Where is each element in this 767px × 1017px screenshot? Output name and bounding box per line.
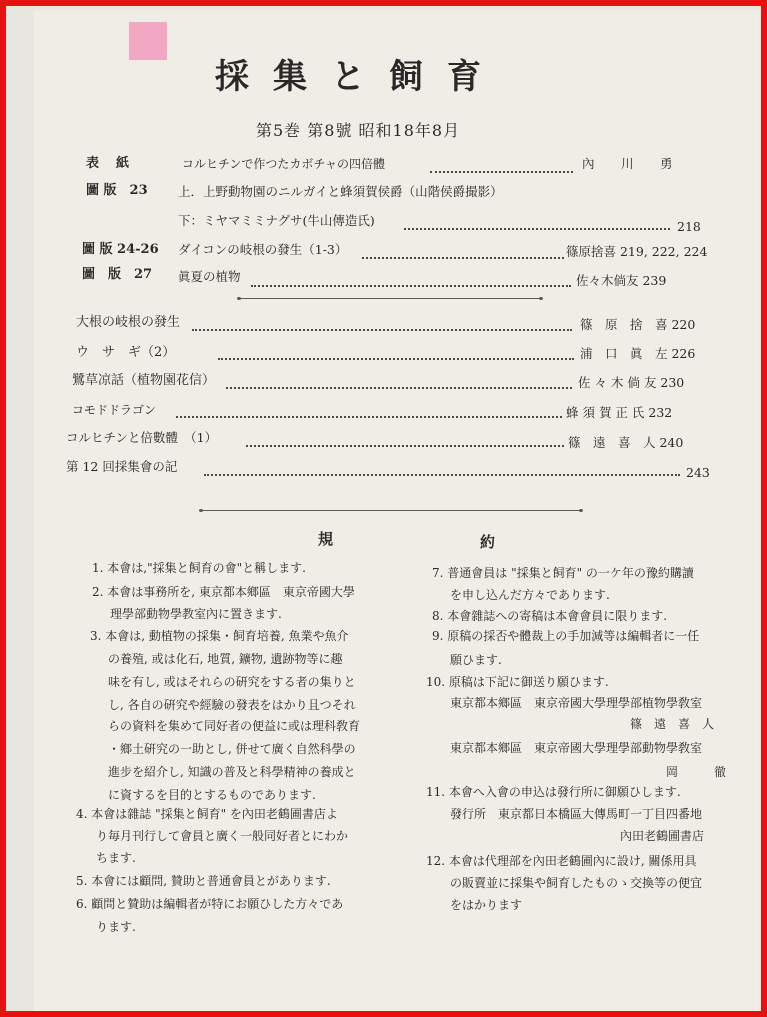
leader-dots: [430, 171, 573, 173]
article-title: コルヒチンと倍數體 （1）: [66, 430, 218, 445]
rule-line: の販賣並に採集や飼育したものゝ交換等の便宜: [450, 876, 703, 890]
leader-dots: [192, 329, 572, 331]
rule-line: 9. 原稿の採否や體裁上の手加減等は編輯者に一任: [432, 629, 700, 643]
plate27-text: 眞夏の植物: [178, 269, 241, 284]
article-title: 鷺草凉話（植物園花信）: [72, 373, 216, 388]
leader-dots: [218, 358, 574, 360]
plate24-26-author: 篠原捨喜 219, 222, 224: [566, 244, 708, 259]
rule-line: り毎月刊行して會員と廣く一般同好者とにわか: [96, 829, 349, 843]
rule-line: の養殖, 或は化石, 地質, 鑛物, 遺跡物等に趣: [108, 652, 343, 666]
rule-line: し, 各自の硏究や經驗の發表をはかり且つそれ: [108, 698, 356, 712]
leader-dots: [251, 285, 571, 287]
rule-line: 5. 本會には顧問, 贊助と普通會員とがあります.: [76, 874, 331, 888]
plate23-label: 圖 版 23: [86, 183, 148, 198]
article-title: 大根の岐根の發生: [76, 315, 181, 330]
rule-line: 岡 徹: [666, 765, 727, 779]
plate24-26-label: 圖 版 24-26: [82, 242, 159, 257]
plate23-line1: 上．上野動物園のニルガイと蜂須賀侯爵（山階侯爵撮影）: [178, 184, 503, 199]
rule-line: に資するを目的とするものであります.: [108, 788, 316, 802]
rules-heading-right: 約: [480, 533, 496, 551]
article-author: 浦 口 眞 左 226: [580, 346, 696, 361]
cover-label: 表 紙: [86, 156, 132, 171]
rule-line: を申し込んだ方々であります.: [450, 588, 610, 602]
plate27-author: 佐々木倘友 239: [576, 273, 667, 288]
rule-line: 3. 本會は, 動植物の採集・飼育培養, 魚業や魚介: [90, 629, 349, 643]
rule-line: 7. 普通會員は "採集と飼育" の一ケ年の豫約購讀: [432, 566, 694, 580]
cover-author: 內 川 勇: [582, 156, 680, 171]
rule-line: 篠 遠 喜 人: [630, 717, 715, 731]
pink-sticky-tab: [129, 22, 167, 60]
leader-dots: [176, 416, 562, 418]
plate23-page: 218: [677, 219, 701, 234]
article-author: 蜂 須 賀 正 氏 232: [566, 405, 673, 420]
rule-line: 11. 本會へ入會の申込は發行所に御願ひします.: [426, 785, 681, 799]
rule-line: らの資料を集めて同好者の便益に或は理科敎育: [108, 719, 361, 733]
article-author: 243: [686, 465, 710, 480]
article-title: 第 12 回採集會の記: [66, 459, 178, 474]
rule-line: 6. 顧問と贊助は編輯者が特にお願ひした方々であ: [76, 897, 344, 911]
rule-line: ちます.: [96, 851, 136, 865]
rule-line: 2. 本會は事務所を, 東京都本鄉區 東京帝國大學: [92, 585, 355, 599]
leader-dots: [226, 387, 572, 389]
article-author: 篠 遠 喜 人 240: [568, 435, 684, 450]
divider: [202, 510, 580, 511]
leader-dots: [404, 228, 670, 230]
plate23-line2: 下：ミヤマミミナグサ(牛山傳造氏): [178, 213, 375, 228]
rule-line: をはかります: [450, 898, 523, 912]
rule-line: 東京都本鄉區 東京帝國大學理學部動物學敎室: [450, 741, 703, 755]
rule-line: ・鄉土硏究の一助とし, 併せて廣く自然科學の: [108, 742, 356, 756]
issue-line: 第5巻 第8號 昭和18年8月: [256, 121, 461, 140]
rule-line: 12. 本會は代理部を內田老鶴圃內に設け, 關係用具: [426, 854, 697, 868]
rules-heading-left: 規: [318, 530, 334, 548]
rule-line: 1. 本會は,"採集と飼育の會"と稱します.: [92, 561, 306, 575]
rule-line: 4. 本會は雜誌 "採集と飼育" を內田老鶴圃書店よ: [76, 807, 338, 821]
divider: [240, 298, 540, 299]
article-author: 篠 原 捨 喜 220: [580, 317, 696, 332]
rule-line: 理學部動物學教室內に置きます.: [110, 607, 282, 621]
leader-dots: [246, 445, 564, 447]
cover-text: コルヒチンで作つたカボチャの四倍體: [182, 157, 386, 171]
rule-line: ります.: [96, 920, 136, 934]
rule-line: 10. 原稿は下記に御送り願ひます.: [426, 675, 609, 689]
rule-line: 8. 本會雜誌への寄稿は本會會員に限ります.: [432, 609, 668, 623]
rule-line: 內田老鶴圃書店: [620, 829, 705, 843]
leader-dots: [204, 474, 680, 476]
leader-dots: [362, 257, 564, 259]
article-author: 佐 々 木 倘 友 230: [578, 375, 685, 390]
rule-line: 發行所 東京都日本橋區大傳馬町一丁目四番地: [450, 807, 703, 821]
rule-line: 願ひます.: [450, 653, 502, 667]
rule-line: 味を有し, 或はそれらの硏究をする者の集りと: [108, 675, 356, 689]
article-title: ウ サ ギ（2）: [76, 345, 176, 360]
rule-line: 東京都本鄉區 東京帝國大學理學部植物學敎室: [450, 696, 703, 710]
article-title: コモドドラゴン: [72, 403, 157, 417]
plate24-26-text: ダイコンの岐根の發生（1-3）: [178, 242, 348, 257]
rule-line: 進步を紹介し, 知識の普及と科學精神の養成と: [108, 765, 356, 779]
magazine-title: 採集と飼育: [215, 57, 505, 97]
plate27-label: 圖 版 27: [82, 267, 153, 282]
